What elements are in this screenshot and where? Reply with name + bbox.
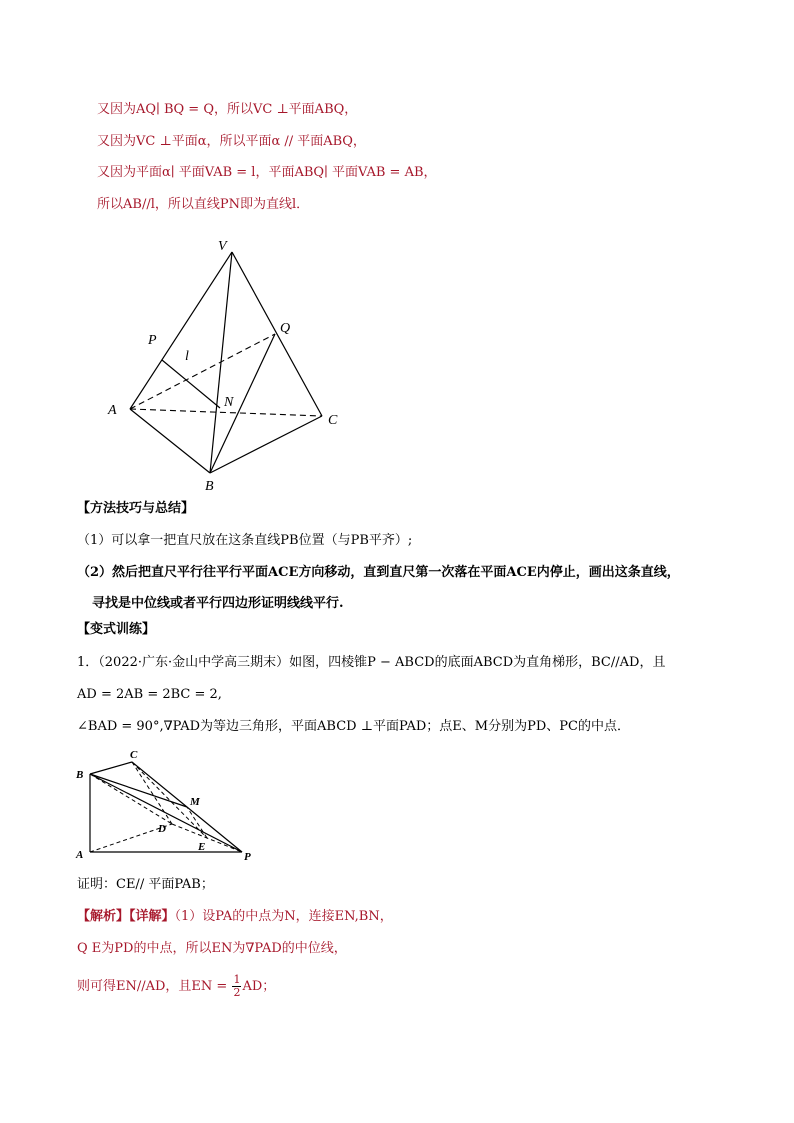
proof-line-2: 又因为VC ⊥平面α，所以平面α // 平面ABQ， <box>97 134 366 149</box>
label-P: P <box>148 333 157 348</box>
fraction-numerator: 1 <box>233 973 241 986</box>
method-item-3: 寻找是中位线或者平行四边形证明线线平行. <box>92 596 344 611</box>
solution-line-1 <box>77 908 393 926</box>
method-item-1: （1）可以拿一把直尺放在这条直线PB位置（与PB平齐）; <box>77 533 413 548</box>
label-P: P <box>244 851 251 863</box>
prove-statement: 证明：CE// 平面PAB； <box>77 877 214 892</box>
edge-BP <box>90 774 242 852</box>
label-N: N <box>224 395 234 410</box>
solution-line-3-a: 则可得EN//AD，且EN = <box>77 979 228 994</box>
solution-line-3 <box>77 974 275 999</box>
edge-EM-dashed <box>187 807 207 838</box>
label-A: A <box>76 849 84 861</box>
solution-line-2: Q E为PD的中点，所以EN为∇PAD的中位线， <box>77 941 347 956</box>
label-Q: Q <box>280 321 291 336</box>
problem-line-2: AD = 2AB = 2BC = 2, <box>77 687 222 702</box>
edge-BQ <box>210 334 275 473</box>
edge-VC <box>232 252 322 416</box>
edge-BC <box>90 762 132 774</box>
edge-BC <box>210 416 322 473</box>
edge-BD-dashed <box>90 774 172 824</box>
proof-line-1: 又因为AQ∣ BQ = Q，所以VC ⊥平面ABQ， <box>97 102 358 117</box>
solution-line-3-b: AD； <box>242 979 276 994</box>
label-B: B <box>205 479 214 494</box>
edge-VA <box>130 252 232 409</box>
label-C: C <box>130 749 138 761</box>
method-item-2: （2）然后把直尺平行往平行平面ACE方向移动，直到直尺第一次落在平面ACE内停止，画出这条直线， <box>77 565 680 580</box>
pyramid-figure <box>72 746 272 866</box>
edge-BM <box>90 774 187 807</box>
edge-AB <box>130 409 210 473</box>
proof-line-4: 所以AB//l，所以直线PN即为直线l． <box>97 197 310 212</box>
label-C: C <box>328 413 338 428</box>
solution-line-1-text: （1）设PA的中点为N，连接EN,BN， <box>174 909 393 924</box>
edge-CD-dashed <box>132 762 172 824</box>
label-D: D <box>158 823 166 835</box>
fraction-one-half <box>232 974 241 999</box>
solution-tag: 【解析】【详解】 <box>77 909 175 924</box>
label-E: E <box>198 841 206 853</box>
method-heading: 【方法技巧与总结】 <box>77 501 195 516</box>
label-A: A <box>108 403 117 418</box>
variant-heading: 【变式训练】 <box>77 622 156 637</box>
fraction-denominator: 2 <box>233 986 241 999</box>
label-V: V <box>218 239 227 254</box>
problem-line-3: ∠BAD = 90°,∇PAD为等边三角形，平面ABCD ⊥平面PAD；点E、M分别为PD、PC的中点． <box>77 719 630 734</box>
edge-AC-dashed <box>130 409 322 416</box>
label-M: M <box>190 796 200 808</box>
tetrahedron-figure <box>100 236 360 496</box>
label-B: B <box>76 769 84 781</box>
label-l: l <box>185 349 189 364</box>
problem-line-1: 1．（2022·广东·金山中学高三期末）如图，四棱锥P − ABCD的底面ABCD为直角梯形，BC//AD，且 <box>77 655 666 670</box>
proof-line-3: 又因为平面α∣ 平面VAB = l，平面ABQ∣ 平面VAB = AB， <box>97 165 437 180</box>
